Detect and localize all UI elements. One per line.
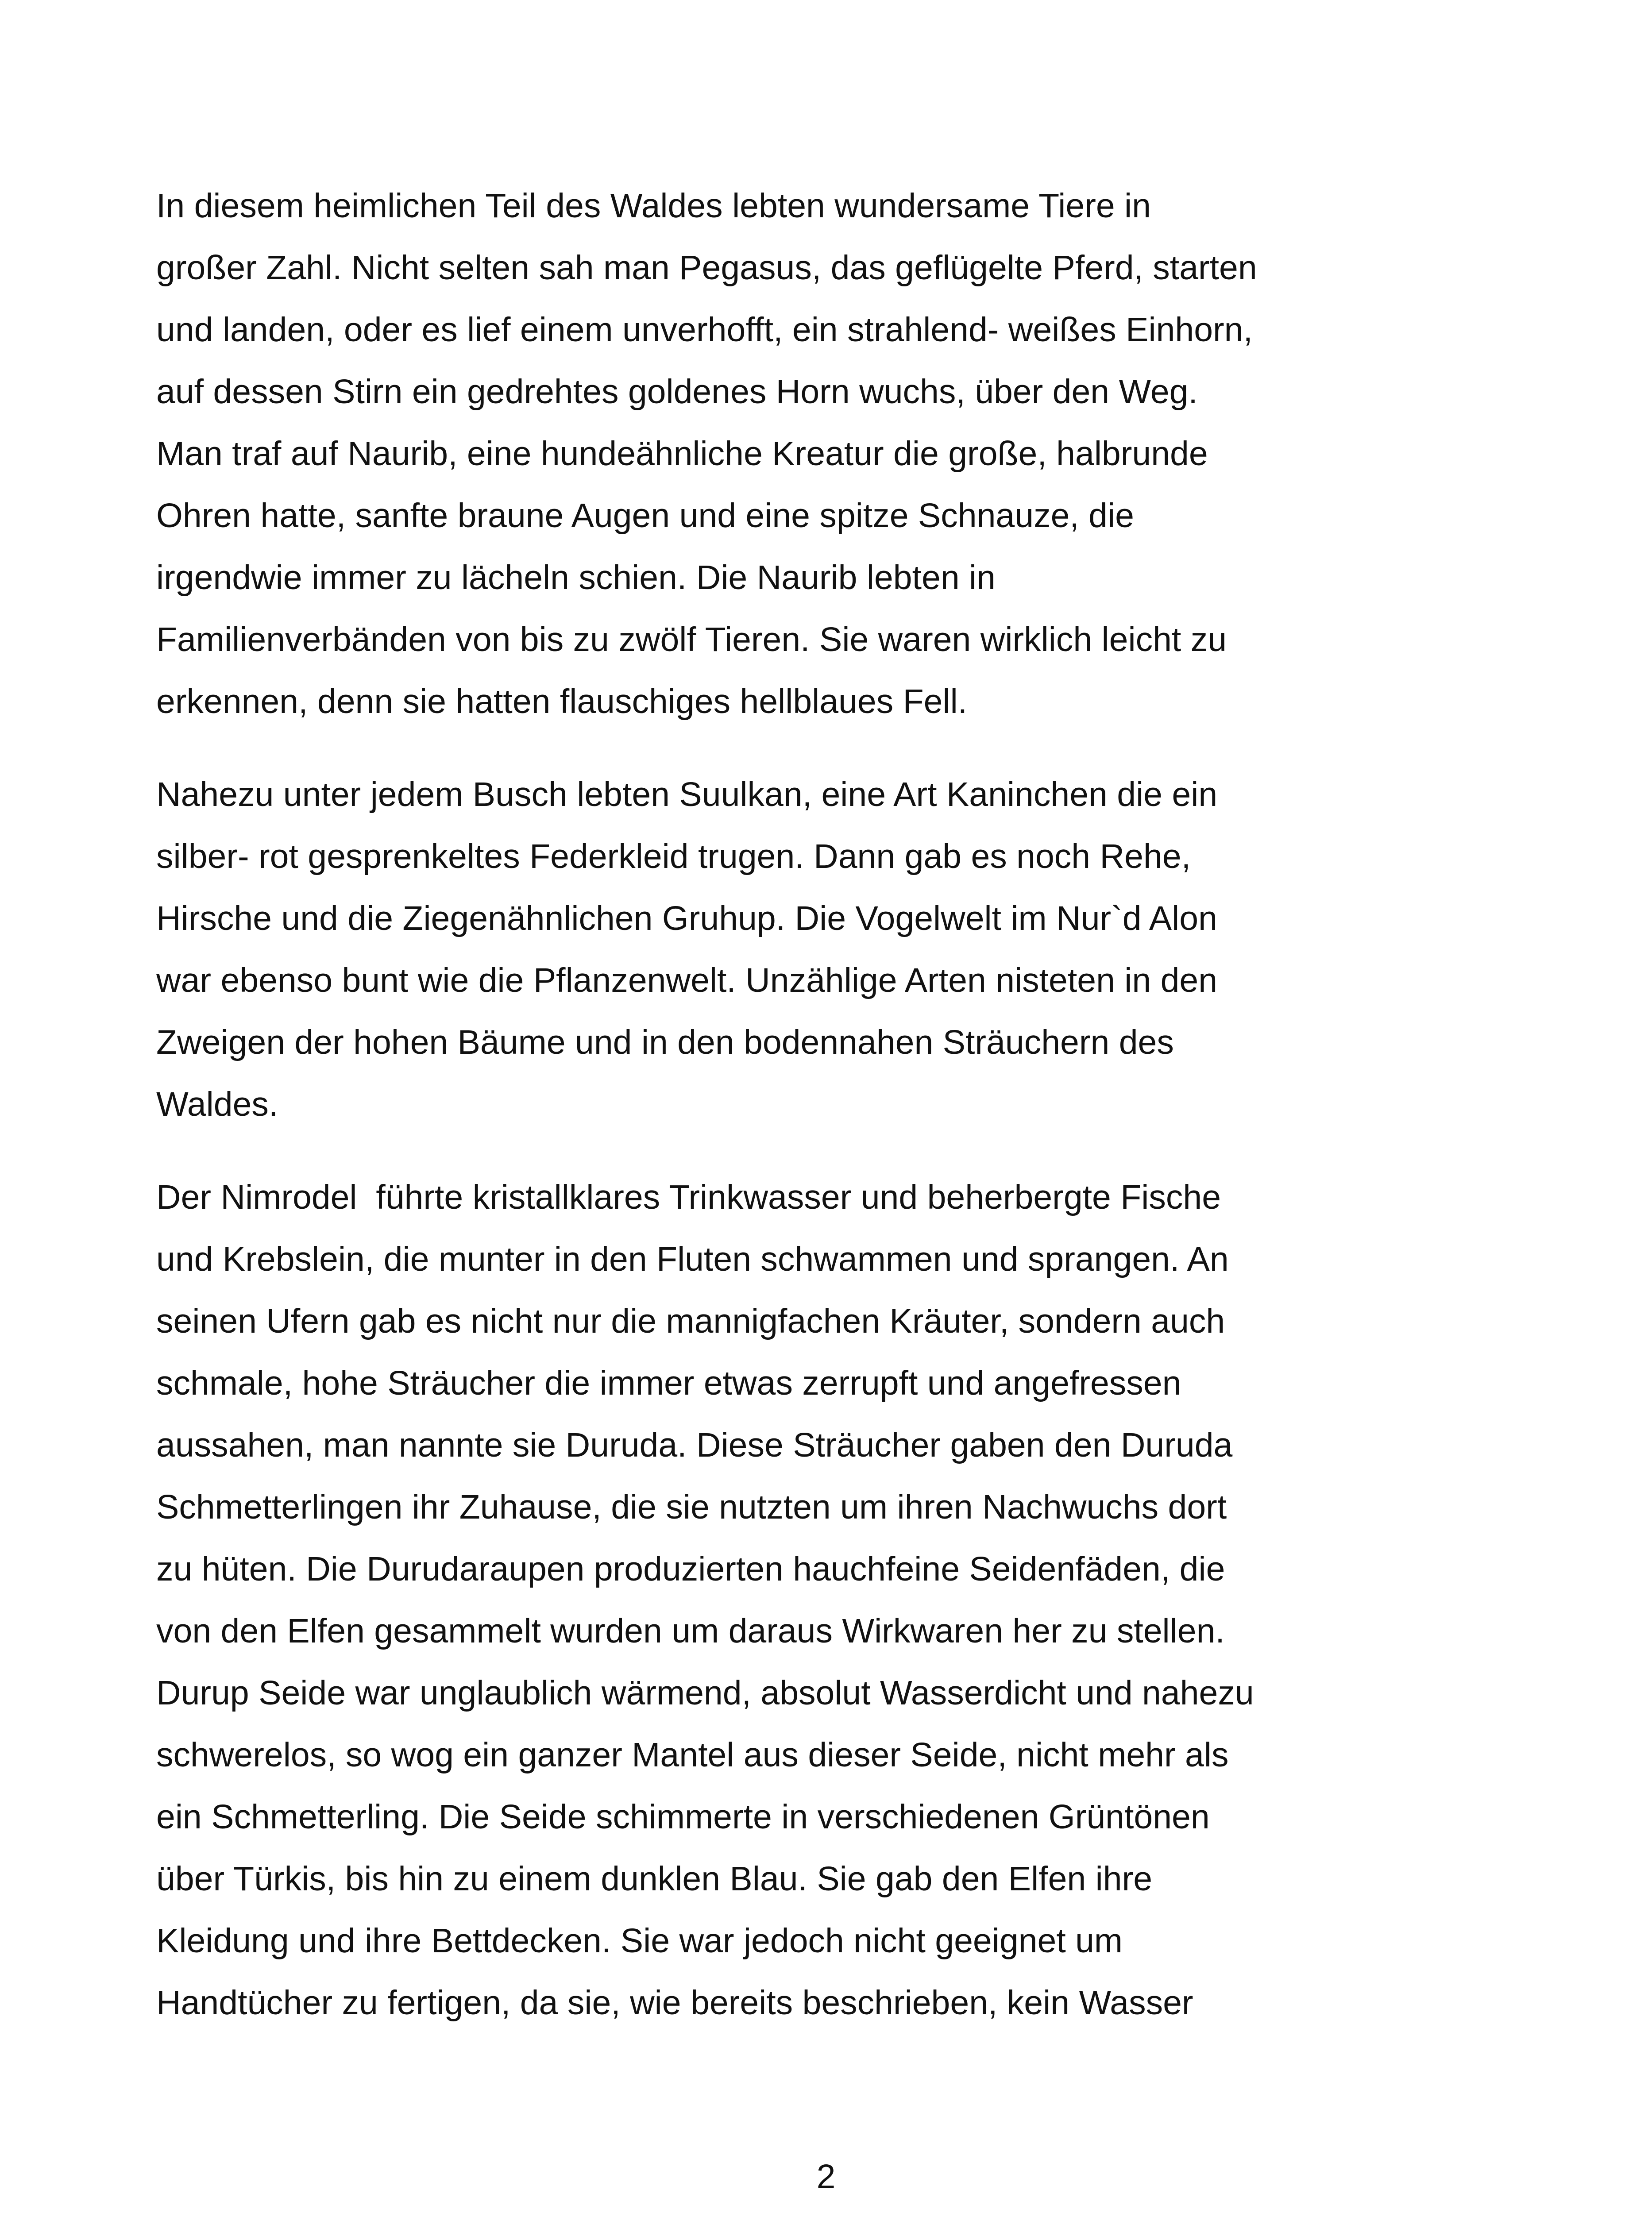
- text-line: und landen, oder es lief einem unverhofft, ein strahlend- weißes Einhorn,: [156, 311, 1253, 349]
- text-line: Familienverbänden von bis zu zwölf Tieren. Sie waren wirklich leicht zu: [156, 621, 1227, 659]
- text-line: Man traf auf Naurib, eine hundeähnliche Kreatur die große, halbrunde: [156, 435, 1208, 473]
- text-line: über Türkis, bis hin zu einem dunklen Blau. Sie gab den Elfen ihre: [156, 1860, 1153, 1898]
- text-line: schmale, hohe Sträucher die immer etwas zerrupft und angefressen: [156, 1364, 1181, 1402]
- text-line: Zweigen der hohen Bäume und in den bodennahen Sträuchern des: [156, 1023, 1174, 1061]
- paragraph-2: [156, 763, 1520, 1135]
- text-line: Schmetterlingen ihr Zuhause, die sie nutzten um ihren Nachwuchs dort: [156, 1488, 1227, 1526]
- text-line: und Krebslein, die munter in den Fluten schwammen und sprangen. An: [156, 1240, 1229, 1278]
- body-text: [156, 175, 1520, 2065]
- text-line: ein Schmetterling. Die Seide schimmerte in verschiedenen Grüntönen: [156, 1798, 1210, 1836]
- text-line: Durup Seide war unglaublich wärmend, absolut Wasserdicht und nahezu: [156, 1674, 1254, 1712]
- paragraph-1: [156, 175, 1520, 733]
- text-line: Handtücher zu fertigen, da sie, wie bereits beschrieben, kein Wasser: [156, 1984, 1193, 2022]
- page-number: 2: [816, 2158, 836, 2196]
- text-line: In diesem heimlichen Teil des Waldes lebten wundersame Tiere in: [156, 187, 1151, 225]
- text-line: schwerelos, so wog ein ganzer Mantel aus dieser Seide, nicht mehr als: [156, 1736, 1229, 1774]
- text-line: Ohren hatte, sanfte braune Augen und eine spitze Schnauze, die: [156, 497, 1134, 535]
- text-line: silber- rot gesprenkeltes Federkleid trugen. Dann gab es noch Rehe,: [156, 837, 1191, 875]
- text-line: auf dessen Stirn ein gedrehtes goldenes Horn wuchs, über den Weg.: [156, 373, 1198, 411]
- text-line: großer Zahl. Nicht selten sah man Pegasus, das geflügelte Pferd, starten: [156, 249, 1257, 287]
- text-line: Kleidung und ihre Bettdecken. Sie war jedoch nicht geeignet um: [156, 1922, 1123, 1960]
- text-line: zu hüten. Die Durudaraupen produzierten hauchfeine Seidenfäden, die: [156, 1550, 1225, 1588]
- text-line: irgendwie immer zu lächeln schien. Die Naurib lebten in: [156, 559, 996, 597]
- text-line: von den Elfen gesammelt wurden um daraus Wirkwaren her zu stellen.: [156, 1612, 1225, 1650]
- text-line: Waldes.: [156, 1085, 278, 1123]
- paragraph-3: [156, 1166, 1520, 2034]
- text-line: Hirsche und die Ziegenähnlichen Gruhup. Die Vogelwelt im Nur`d Alon: [156, 899, 1217, 937]
- text-line: erkennen, denn sie hatten flauschiges hellblaues Fell.: [156, 682, 968, 721]
- text-line: Der Nimrodel führte kristallklares Trinkwasser und beherbergte Fische: [156, 1178, 1221, 1216]
- text-line: Nahezu unter jedem Busch lebten Suulkan, eine Art Kaninchen die ein: [156, 775, 1218, 813]
- text-line: aussahen, man nannte sie Duruda. Diese Sträucher gaben den Duruda: [156, 1426, 1233, 1464]
- text-line: war ebenso bunt wie die Pflanzenwelt. Unzählige Arten nisteten in den: [156, 961, 1218, 999]
- text-line: seinen Ufern gab es nicht nur die mannigfachen Kräuter, sondern auch: [156, 1302, 1225, 1340]
